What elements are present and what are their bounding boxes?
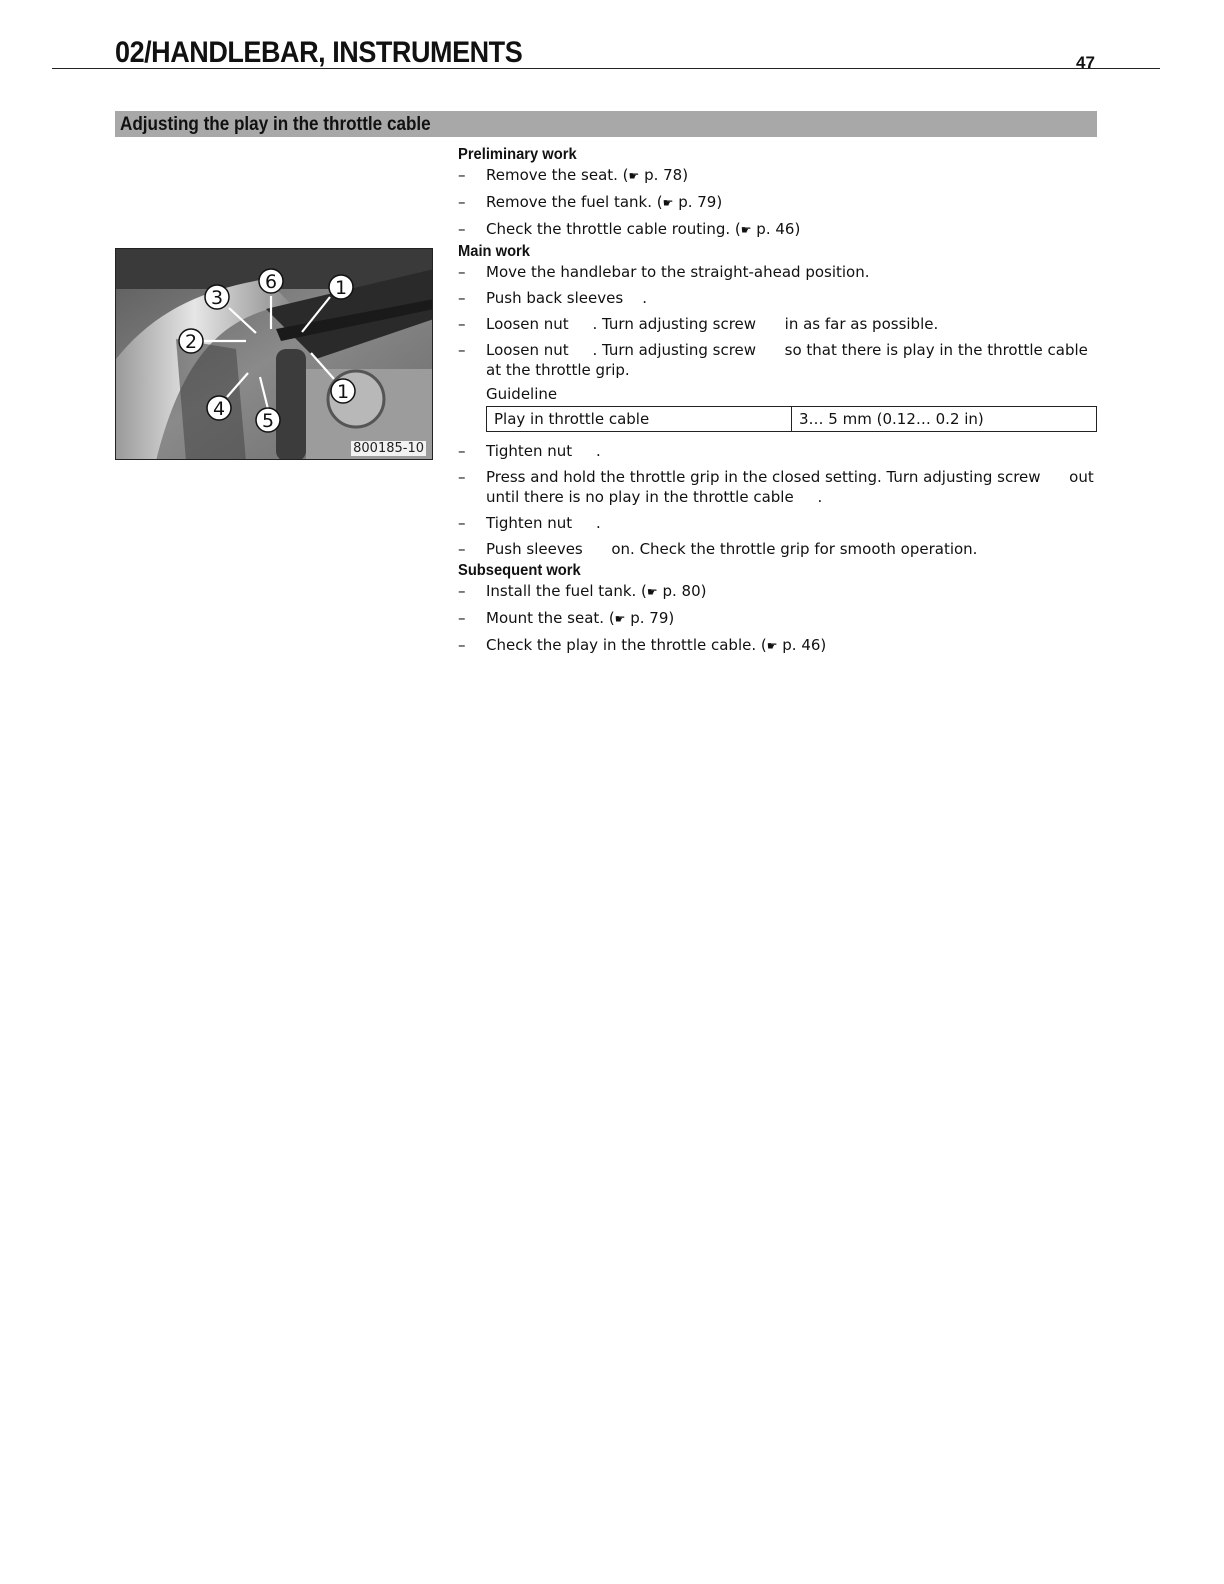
page-number: 47 (1076, 53, 1095, 72)
page-ref[interactable]: p. 78) (644, 166, 689, 184)
page-ref-icon: ☛ (614, 612, 626, 626)
callout-2: 2 (184, 331, 198, 353)
step: – Loosen nut . Turn adjusting screw in as far as possible. (458, 315, 939, 333)
dash: – (458, 166, 466, 184)
callout-1-top: 1 (334, 277, 348, 299)
step: – Remove the seat. (☛ p. 78) (458, 166, 689, 184)
main-work-heading: Main work (458, 243, 530, 260)
dash: – (458, 289, 466, 307)
dash: – (458, 514, 466, 532)
page-ref[interactable]: p. 79) (678, 193, 723, 211)
dash: – (458, 341, 466, 359)
subsequent-work-heading: Subsequent work (458, 562, 581, 579)
guideline-label: Guideline (486, 385, 558, 403)
dash: – (458, 609, 466, 627)
guideline-table (486, 406, 1097, 432)
page-ref[interactable]: p. 46) (782, 636, 827, 654)
callout-1-bottom: 1 (336, 381, 350, 403)
step: – Mount the seat. (☛ p. 79) (458, 609, 675, 627)
step: – Check the play in the throttle cable. (☛ p. 46) (458, 636, 827, 654)
instructions (458, 145, 1098, 662)
callout-3: 3 (210, 287, 224, 309)
page-ref[interactable]: p. 80) (662, 582, 707, 600)
callout-4: 4 (212, 398, 226, 420)
step: – Press and hold the throttle grip in the closed setting. Turn adjusting screw out until there is no play in the throttle cable . (458, 468, 1099, 506)
dash: – (458, 468, 466, 486)
dash: – (458, 442, 466, 460)
dash: – (458, 263, 466, 281)
callout-6: 6 (264, 271, 278, 293)
spec-value: 3… 5 mm (0.12… 0.2 in) (792, 407, 1097, 432)
spec-parameter: Play in throttle cable (487, 407, 792, 432)
page-ref-icon: ☛ (646, 585, 658, 599)
dash: – (458, 193, 466, 211)
dash: – (458, 582, 466, 600)
page-ref-icon: ☛ (662, 196, 674, 210)
photo-illustration (116, 249, 433, 460)
header-divider (52, 68, 1160, 69)
callout-5: 5 (261, 410, 275, 432)
page-ref-icon: ☛ (766, 639, 778, 653)
throttle-cable-photo (115, 248, 433, 460)
step: – Push sleeves on. Check the throttle grip for smooth operation. (458, 540, 978, 558)
step: – Push back sleeves . (458, 289, 647, 307)
chapter-title: 02/HANDLEBAR, INSTRUMENTS (115, 36, 523, 69)
section-header-bar (115, 111, 1097, 137)
step: – Move the handlebar to the straight-ahead position. (458, 263, 870, 281)
section-title: Adjusting the play in the throttle cable (120, 114, 431, 135)
step: – Tighten nut . (458, 514, 601, 532)
dash: – (458, 315, 466, 333)
dash: – (458, 540, 466, 558)
dash: – (458, 636, 466, 654)
page-ref[interactable]: p. 79) (630, 609, 675, 627)
step: – Install the fuel tank. (☛ p. 80) (458, 582, 707, 600)
page-ref-icon: ☛ (628, 169, 640, 183)
page-ref-icon: ☛ (740, 223, 752, 237)
step: – Remove the fuel tank. (☛ p. 79) (458, 193, 723, 211)
step: – Tighten nut . (458, 442, 601, 460)
dash: – (458, 220, 466, 238)
step: – Loosen nut . Turn adjusting screw so that there is play in the throttle cable at the throttle grip. (458, 341, 1093, 379)
figure-code: 800185-10 (353, 441, 424, 456)
step: – Check the throttle cable routing. (☛ p. 46) (458, 220, 801, 238)
preliminary-work-heading: Preliminary work (458, 146, 577, 163)
page-ref[interactable]: p. 46) (756, 220, 801, 238)
